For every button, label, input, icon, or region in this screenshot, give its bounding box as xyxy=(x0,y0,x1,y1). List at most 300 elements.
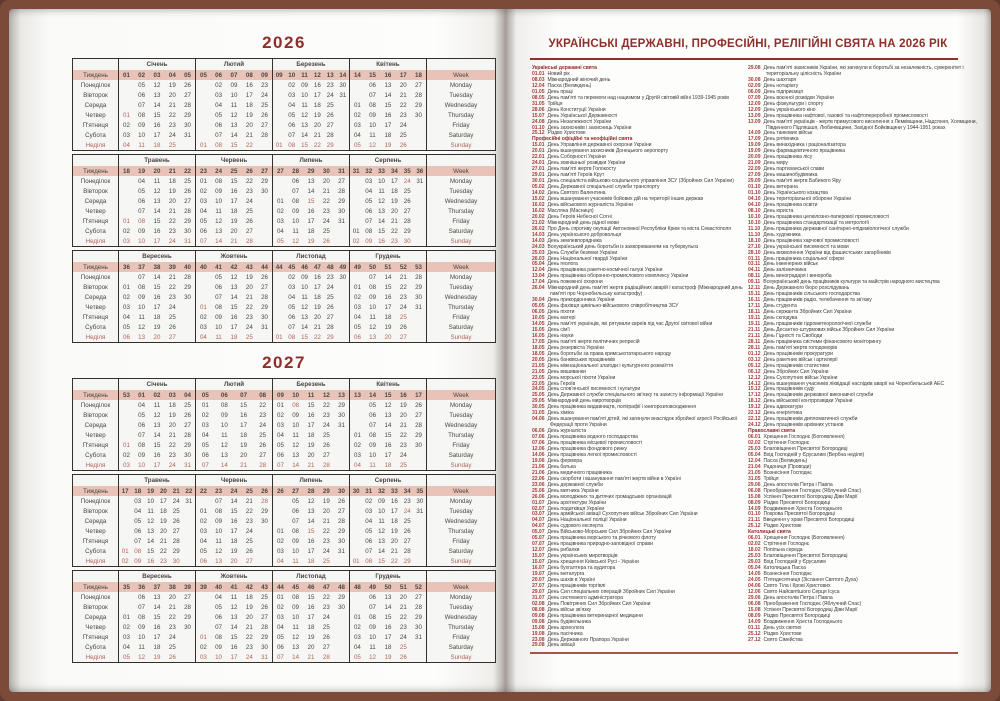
holiday-name: День скорботи і вшанування пам'яті жертв війни в Україні xyxy=(547,475,681,482)
date-cell: 11 xyxy=(153,401,161,409)
holiday-date: 25.06 xyxy=(532,487,545,494)
date-cell: 07 xyxy=(215,293,222,301)
week-number: 19 xyxy=(144,486,157,496)
holiday-date: 04.10 xyxy=(748,201,761,208)
holiday-date: 05.07 xyxy=(532,529,545,536)
holiday-name: День працівника нафтової, газової та нафтопереробної промисловості xyxy=(763,112,928,119)
week-number: 22 xyxy=(180,166,195,176)
date-cell: 22 xyxy=(168,217,176,225)
holiday-date: 15.01 xyxy=(532,142,545,149)
date-cell: 03 xyxy=(195,652,210,663)
week-number: 38 xyxy=(165,582,180,592)
week-number: 18 xyxy=(119,166,134,176)
date-cell: 15 xyxy=(230,141,238,149)
date-cell: 27 xyxy=(326,313,334,321)
date-cell xyxy=(119,80,134,90)
holiday-date: 19.06 xyxy=(532,457,545,464)
weekday-label-en: Wednesday xyxy=(426,612,495,622)
date-cell: 06 xyxy=(369,411,377,419)
date-cell: 23 xyxy=(245,187,253,195)
holiday-name: Про День спротиву окупації Автономної Республіки Крим та міста Севастополя xyxy=(547,225,732,232)
date-cell: 24 xyxy=(261,91,268,99)
date-cell: 16 xyxy=(147,557,155,565)
holiday-date: 30.01 xyxy=(532,178,545,185)
date-cell xyxy=(337,312,350,322)
date-cell: 11 xyxy=(378,517,385,525)
date-cell: 02 xyxy=(196,410,215,420)
date-cell xyxy=(349,592,364,602)
date-cell xyxy=(195,292,210,302)
week-number: 19 xyxy=(134,166,149,176)
date-cell: 07 xyxy=(288,131,296,139)
date-cell xyxy=(334,440,349,450)
date-cell: 06 xyxy=(196,450,215,460)
month-name: Квітень xyxy=(350,379,427,391)
date-cell: 23 xyxy=(403,497,411,505)
holiday-date: 27.01 xyxy=(532,166,545,173)
holiday-name: День боротьби за права кримськотатарського народу xyxy=(547,350,672,357)
holiday-name: Новий рік xyxy=(547,70,570,77)
holiday-name: День миру xyxy=(763,160,788,167)
holiday-date: 22.06 xyxy=(532,475,545,482)
date-cell: 12 xyxy=(378,197,385,205)
holiday-name: День пам'яті захисників України, які загинули в боротьбі за незалежність, суверенітет і територіальну цілісність України xyxy=(763,65,964,77)
date-cell xyxy=(183,506,196,516)
holiday-date: 29.07 xyxy=(532,588,545,595)
date-cell: 17 xyxy=(307,613,315,621)
week-number: 02 xyxy=(149,390,164,400)
week-number: 50 xyxy=(365,262,380,272)
holiday-name: Вознесіння Господнє xyxy=(763,469,812,476)
date-cell: 19 xyxy=(307,633,315,641)
holiday-name: Міжнародний день рідної мови xyxy=(547,219,619,226)
week-number: 43 xyxy=(242,262,257,272)
date-cell: 15 xyxy=(307,527,315,535)
holiday-date: 25.12 xyxy=(748,630,761,637)
date-cell: 14 xyxy=(378,547,385,555)
holiday-column-1 xyxy=(532,66,746,649)
holiday-date: 25.12 xyxy=(748,523,761,530)
week-number: 05 xyxy=(196,390,215,400)
week-number: 31 xyxy=(362,486,375,496)
date-cell xyxy=(272,80,285,90)
date-cell: 11 xyxy=(301,101,308,109)
month-name: Січень xyxy=(119,379,196,391)
holiday-date: 31.05 xyxy=(532,100,545,107)
date-cell: 14 xyxy=(307,187,315,195)
weekday-label-en: Tuesday xyxy=(426,90,495,100)
holiday-name: Пасха (Великдень) xyxy=(547,82,592,89)
date-cell: 22 xyxy=(322,527,330,535)
date-cell: 16 xyxy=(245,81,253,89)
date-cell xyxy=(195,592,210,602)
date-cell: 16 xyxy=(307,411,315,419)
date-cell: 03 xyxy=(349,632,364,642)
date-cell: 15 xyxy=(307,401,315,409)
calendar-block xyxy=(72,250,496,343)
date-cell: 01 xyxy=(272,526,287,536)
holiday-name: День військ зв'язку xyxy=(547,606,592,613)
date-cell: 17 xyxy=(313,283,321,291)
date-cell xyxy=(257,140,272,151)
date-cell: 24 xyxy=(322,547,330,555)
calendar-block xyxy=(72,154,496,247)
holiday-date: 19.09 xyxy=(748,142,761,149)
date-cell: 12 xyxy=(378,527,385,535)
holiday-date: 12.04 xyxy=(532,82,545,89)
weekday-label: Вівторок xyxy=(83,411,108,419)
weekday-label-en: Tuesday xyxy=(426,410,495,420)
date-cell: 17 xyxy=(230,653,238,661)
holiday-name: Хрещення Господнє (Богоявлення) xyxy=(763,434,845,441)
week-number: 22 xyxy=(196,486,211,496)
date-cell: 29 xyxy=(261,633,268,641)
week-number: 18 xyxy=(411,70,426,80)
holiday-date: 12.09 xyxy=(748,100,761,107)
holiday-section-header: Православні свята xyxy=(748,428,796,435)
date-cell: 30 xyxy=(184,293,191,301)
date-cell: 19 xyxy=(390,527,398,535)
holiday-name: День працівників радіо, телебачення та зв'язку xyxy=(763,297,872,304)
date-cell xyxy=(195,272,210,282)
date-cell: 30 xyxy=(403,237,411,245)
date-cell: 27 xyxy=(245,227,253,235)
date-cell: 19 xyxy=(307,237,315,245)
month-name: Лютий xyxy=(196,59,273,71)
holiday-name: День працівників прокуратури xyxy=(763,350,833,357)
date-cell: 02 xyxy=(272,602,287,612)
date-cell: 26 xyxy=(172,517,180,525)
holiday-name: День банківських працівників xyxy=(547,356,615,363)
date-cell: 09 xyxy=(138,451,146,459)
week-number: 40 xyxy=(195,262,210,272)
date-cell xyxy=(349,526,362,536)
date-cell: 20 xyxy=(245,121,253,129)
holiday-name: День вшанування пам'яті дітей, які загинули внаслідок збройної агресії Російської Федерації проти України xyxy=(547,416,738,429)
holiday-name: День зовнішньої розвідки України xyxy=(547,160,626,167)
date-cell: 21 xyxy=(307,653,315,661)
date-cell: 20 xyxy=(153,333,161,341)
weekday-label-en: Friday xyxy=(426,312,495,322)
weekday-label: Четвер xyxy=(85,623,106,631)
date-cell: 15 xyxy=(153,111,161,119)
date-cell: 05 xyxy=(119,322,134,332)
week-number: 48 xyxy=(334,582,349,592)
week-number: 27 xyxy=(257,166,272,176)
date-cell xyxy=(414,186,427,196)
date-cell: 25 xyxy=(261,593,268,601)
date-cell: 12 xyxy=(384,401,392,409)
date-cell: 04 xyxy=(272,556,287,567)
date-cell xyxy=(119,420,134,430)
date-cell: 27 xyxy=(261,283,268,291)
date-cell: 23 xyxy=(168,293,176,301)
weekday-label: Неділя xyxy=(85,557,106,565)
date-cell xyxy=(411,312,426,322)
weekday-label-en: Monday xyxy=(426,272,495,282)
weekday-label-en: Friday xyxy=(426,632,495,642)
date-cell: 16 xyxy=(378,237,385,245)
date-cell: 04 xyxy=(349,130,364,140)
week-number: 36 xyxy=(119,262,134,272)
date-cell: 22 xyxy=(322,593,330,601)
weekday-label-en: Wednesday xyxy=(426,100,495,110)
date-cell: 29 xyxy=(403,557,411,565)
date-cell: 12 xyxy=(369,141,376,149)
holiday-name: День працівників статистики xyxy=(763,362,830,369)
holiday-name: День Повітряних Сил Збройних Сил України xyxy=(547,600,651,607)
holiday-date: 24.05 xyxy=(532,386,545,393)
date-cell: 23 xyxy=(168,227,176,235)
week-number: 49 xyxy=(350,262,365,272)
weekday-label-en: Tuesday xyxy=(426,602,495,612)
holiday-name: День будівельника xyxy=(547,618,591,625)
date-cell: 22 xyxy=(168,283,176,291)
date-cell: 25 xyxy=(245,333,253,341)
date-cell: 04 xyxy=(138,177,146,185)
date-cell: 08 xyxy=(369,283,377,291)
date-cell xyxy=(257,526,272,536)
date-cell: 24 xyxy=(245,197,253,205)
date-cell: 05 xyxy=(196,546,211,556)
date-cell: 11 xyxy=(292,557,299,565)
date-cell: 05 xyxy=(288,111,296,119)
date-cell xyxy=(337,292,350,302)
date-cell: 30 xyxy=(184,227,191,235)
date-cell: 13 xyxy=(384,593,392,601)
holiday-name: День апостолів Петра і Павла xyxy=(763,594,833,601)
date-cell xyxy=(349,90,364,100)
date-cell: 23 xyxy=(326,273,334,281)
date-cell xyxy=(349,206,362,216)
date-cell: 19 xyxy=(245,111,253,119)
date-cell: 08 xyxy=(369,431,377,439)
week-number: 20 xyxy=(149,166,164,176)
month-name: Березень xyxy=(272,59,349,71)
date-cell: 04 xyxy=(350,312,365,322)
holiday-name: День сім'ї xyxy=(547,326,570,333)
date-cell: 02 xyxy=(349,622,364,632)
date-cell: 08 xyxy=(292,401,300,409)
date-cell: 27 xyxy=(261,613,268,621)
date-cell: 30 xyxy=(172,557,180,565)
date-cell: 26 xyxy=(399,653,407,661)
date-cell: 02 xyxy=(195,312,210,322)
week-number: 50 xyxy=(380,582,395,592)
holiday-name: День працівника місцевої промисловості xyxy=(547,440,643,447)
holiday-date: 03.12 xyxy=(748,356,761,363)
weekday-label-en: Tuesday xyxy=(426,282,495,292)
date-cell: 14 xyxy=(153,207,161,215)
date-cell: 19 xyxy=(384,653,392,661)
date-cell: 15 xyxy=(230,507,238,515)
holiday-date: 17.11 xyxy=(748,303,761,310)
weekday-label-en: Thursday xyxy=(426,110,495,120)
week-number: 30 xyxy=(349,486,362,496)
date-cell: 07 xyxy=(365,217,373,225)
holiday-date: 31.05 xyxy=(532,410,545,417)
date-cell xyxy=(272,322,285,332)
date-cell xyxy=(349,506,362,516)
holiday-name: Міжнародний жіночий день xyxy=(547,76,611,83)
holiday-date: 01.01 xyxy=(532,70,545,77)
holiday-date: 04.06 xyxy=(532,416,545,423)
date-cell: 14 xyxy=(230,497,238,505)
date-cell: 30 xyxy=(184,623,191,631)
date-cell: 21 xyxy=(168,207,176,215)
date-cell: 25 xyxy=(245,537,253,545)
holiday-date: 26.04 xyxy=(532,285,545,292)
holiday-date: 18.10 xyxy=(748,237,761,244)
date-cell: 08 xyxy=(369,613,376,621)
date-cell: 04 xyxy=(196,206,211,216)
date-cell: 05 xyxy=(365,527,373,535)
month-name: Серпень xyxy=(349,475,426,487)
date-cell: 19 xyxy=(168,81,176,89)
holiday-name: День військового журналіста України xyxy=(547,201,633,208)
date-cell xyxy=(272,130,285,140)
week-number: 02 xyxy=(134,70,149,80)
date-cell xyxy=(180,302,195,312)
holiday-name: День енергетика xyxy=(763,410,802,417)
date-cell: 25 xyxy=(322,227,330,235)
date-cell: 10 xyxy=(215,197,223,205)
month-name: Лютий xyxy=(196,379,273,391)
date-cell: 23 xyxy=(322,411,330,419)
date-cell: 19 xyxy=(313,303,321,311)
date-cell xyxy=(349,216,362,226)
date-cell xyxy=(337,302,350,312)
date-cell: 10 xyxy=(147,497,155,505)
holiday-name: День рибалки xyxy=(547,547,580,554)
holiday-name: День піхоти xyxy=(547,309,575,316)
date-cell xyxy=(414,536,427,546)
date-cell: 26 xyxy=(261,603,268,611)
date-cell: 12 xyxy=(369,323,377,331)
holiday-date: 09.11 xyxy=(748,279,761,286)
date-cell: 31 xyxy=(261,653,268,661)
date-cell: 15 xyxy=(378,557,385,565)
year-title: 2027 xyxy=(262,353,306,372)
date-cell: 15 xyxy=(384,101,392,109)
holiday-date: 24.03 xyxy=(532,243,545,250)
date-cell: 05 xyxy=(292,497,299,505)
date-cell: 12 xyxy=(153,187,161,195)
date-cell: 01 xyxy=(272,140,285,151)
holiday-name: День вшанування захисників Донецького аеропорту xyxy=(547,148,669,155)
date-cell: 25 xyxy=(168,141,176,149)
week-number: 27 xyxy=(288,486,303,496)
date-cell xyxy=(119,400,134,410)
date-cell: 12 xyxy=(138,323,146,331)
weekday-label-en: Saturday xyxy=(427,226,496,236)
date-cell: 07 xyxy=(138,101,146,109)
weekday-label-en: Thursday xyxy=(426,526,495,536)
date-cell: 20 xyxy=(245,613,253,621)
holiday-name: День працівника освіти xyxy=(763,201,818,208)
week-number: 40 xyxy=(180,262,195,272)
date-cell: 18 xyxy=(153,141,161,149)
weekday-label-en: Friday xyxy=(426,536,495,546)
date-cell: 05 xyxy=(272,632,287,642)
week-number: 29 xyxy=(319,486,334,496)
date-cell xyxy=(337,282,350,292)
date-cell: 31 xyxy=(184,237,191,245)
date-cell: 23 xyxy=(168,623,176,631)
date-cell: 12 xyxy=(230,273,238,281)
date-cell: 02 xyxy=(350,292,365,302)
date-cell: 08 xyxy=(138,613,146,621)
holiday-name: День художника xyxy=(763,231,801,238)
date-cell xyxy=(350,272,365,282)
date-cell: 22 xyxy=(245,177,253,185)
date-cell xyxy=(337,322,350,332)
date-cell: 17 xyxy=(307,217,315,225)
date-cell: 03 xyxy=(196,420,215,430)
date-cell xyxy=(334,226,349,236)
holiday-date: 25.12 xyxy=(532,130,545,137)
holiday-date: 15.07 xyxy=(532,112,545,119)
date-cell: 15 xyxy=(301,333,308,341)
date-cell: 10 xyxy=(138,461,146,469)
holiday-date: 12.11 xyxy=(748,285,761,292)
holiday-name: День державної служби xyxy=(547,481,604,488)
date-cell: 01 xyxy=(350,430,365,440)
date-cell: 24 xyxy=(168,303,176,311)
date-cell: 03 xyxy=(119,632,134,642)
date-cell xyxy=(272,292,285,302)
holiday-name: День пам'яті жертв Бабиного Яру xyxy=(763,178,841,185)
weekday-label: Субота xyxy=(85,227,106,235)
date-cell: 30 xyxy=(415,623,422,631)
date-cell xyxy=(349,496,362,506)
holiday-date: 25.05 xyxy=(532,392,545,399)
date-cell: 14 xyxy=(153,603,161,611)
week-number: 44 xyxy=(272,262,285,272)
date-cell: 22 xyxy=(390,557,398,565)
date-cell: 24 xyxy=(326,91,334,99)
week-number: 04 xyxy=(165,70,180,80)
holiday-name: День армійської авіації Сухопутних військ Збройних Сил України xyxy=(547,511,698,518)
date-cell: 21 xyxy=(245,623,253,631)
week-number: 13 xyxy=(324,70,337,80)
date-cell: 17 xyxy=(390,507,398,515)
holiday-name: День залізничника xyxy=(763,267,807,274)
holiday-date: 05.07 xyxy=(532,535,545,542)
holiday-name: Хрещення Господнє (Богоявлення) xyxy=(763,535,845,542)
date-cell xyxy=(272,302,285,312)
date-cell: 09 xyxy=(292,603,300,611)
date-cell: 22 xyxy=(399,101,407,109)
date-cell: 09 xyxy=(369,111,376,119)
date-cell: 14 xyxy=(147,537,155,545)
holiday-name: Попільна середа xyxy=(763,547,803,554)
date-cell xyxy=(411,450,426,460)
date-cell: 01 xyxy=(196,140,211,151)
week-number: 32 xyxy=(375,486,388,496)
date-cell: 07 xyxy=(215,131,223,139)
calendar-block xyxy=(72,474,496,567)
holiday-name: Різдво Пресвятої Богородиці xyxy=(763,612,831,619)
month-name: Травень xyxy=(119,155,196,167)
date-cell: 25 xyxy=(403,187,411,195)
date-cell: 08 xyxy=(134,547,142,555)
holiday-date: 05.04 xyxy=(748,451,761,458)
holiday-name: Покрова Пресвятої Богородиці xyxy=(763,511,835,518)
date-cell: 19 xyxy=(168,411,176,419)
date-cell: 11 xyxy=(378,187,385,195)
week-number: 05 xyxy=(196,70,211,80)
